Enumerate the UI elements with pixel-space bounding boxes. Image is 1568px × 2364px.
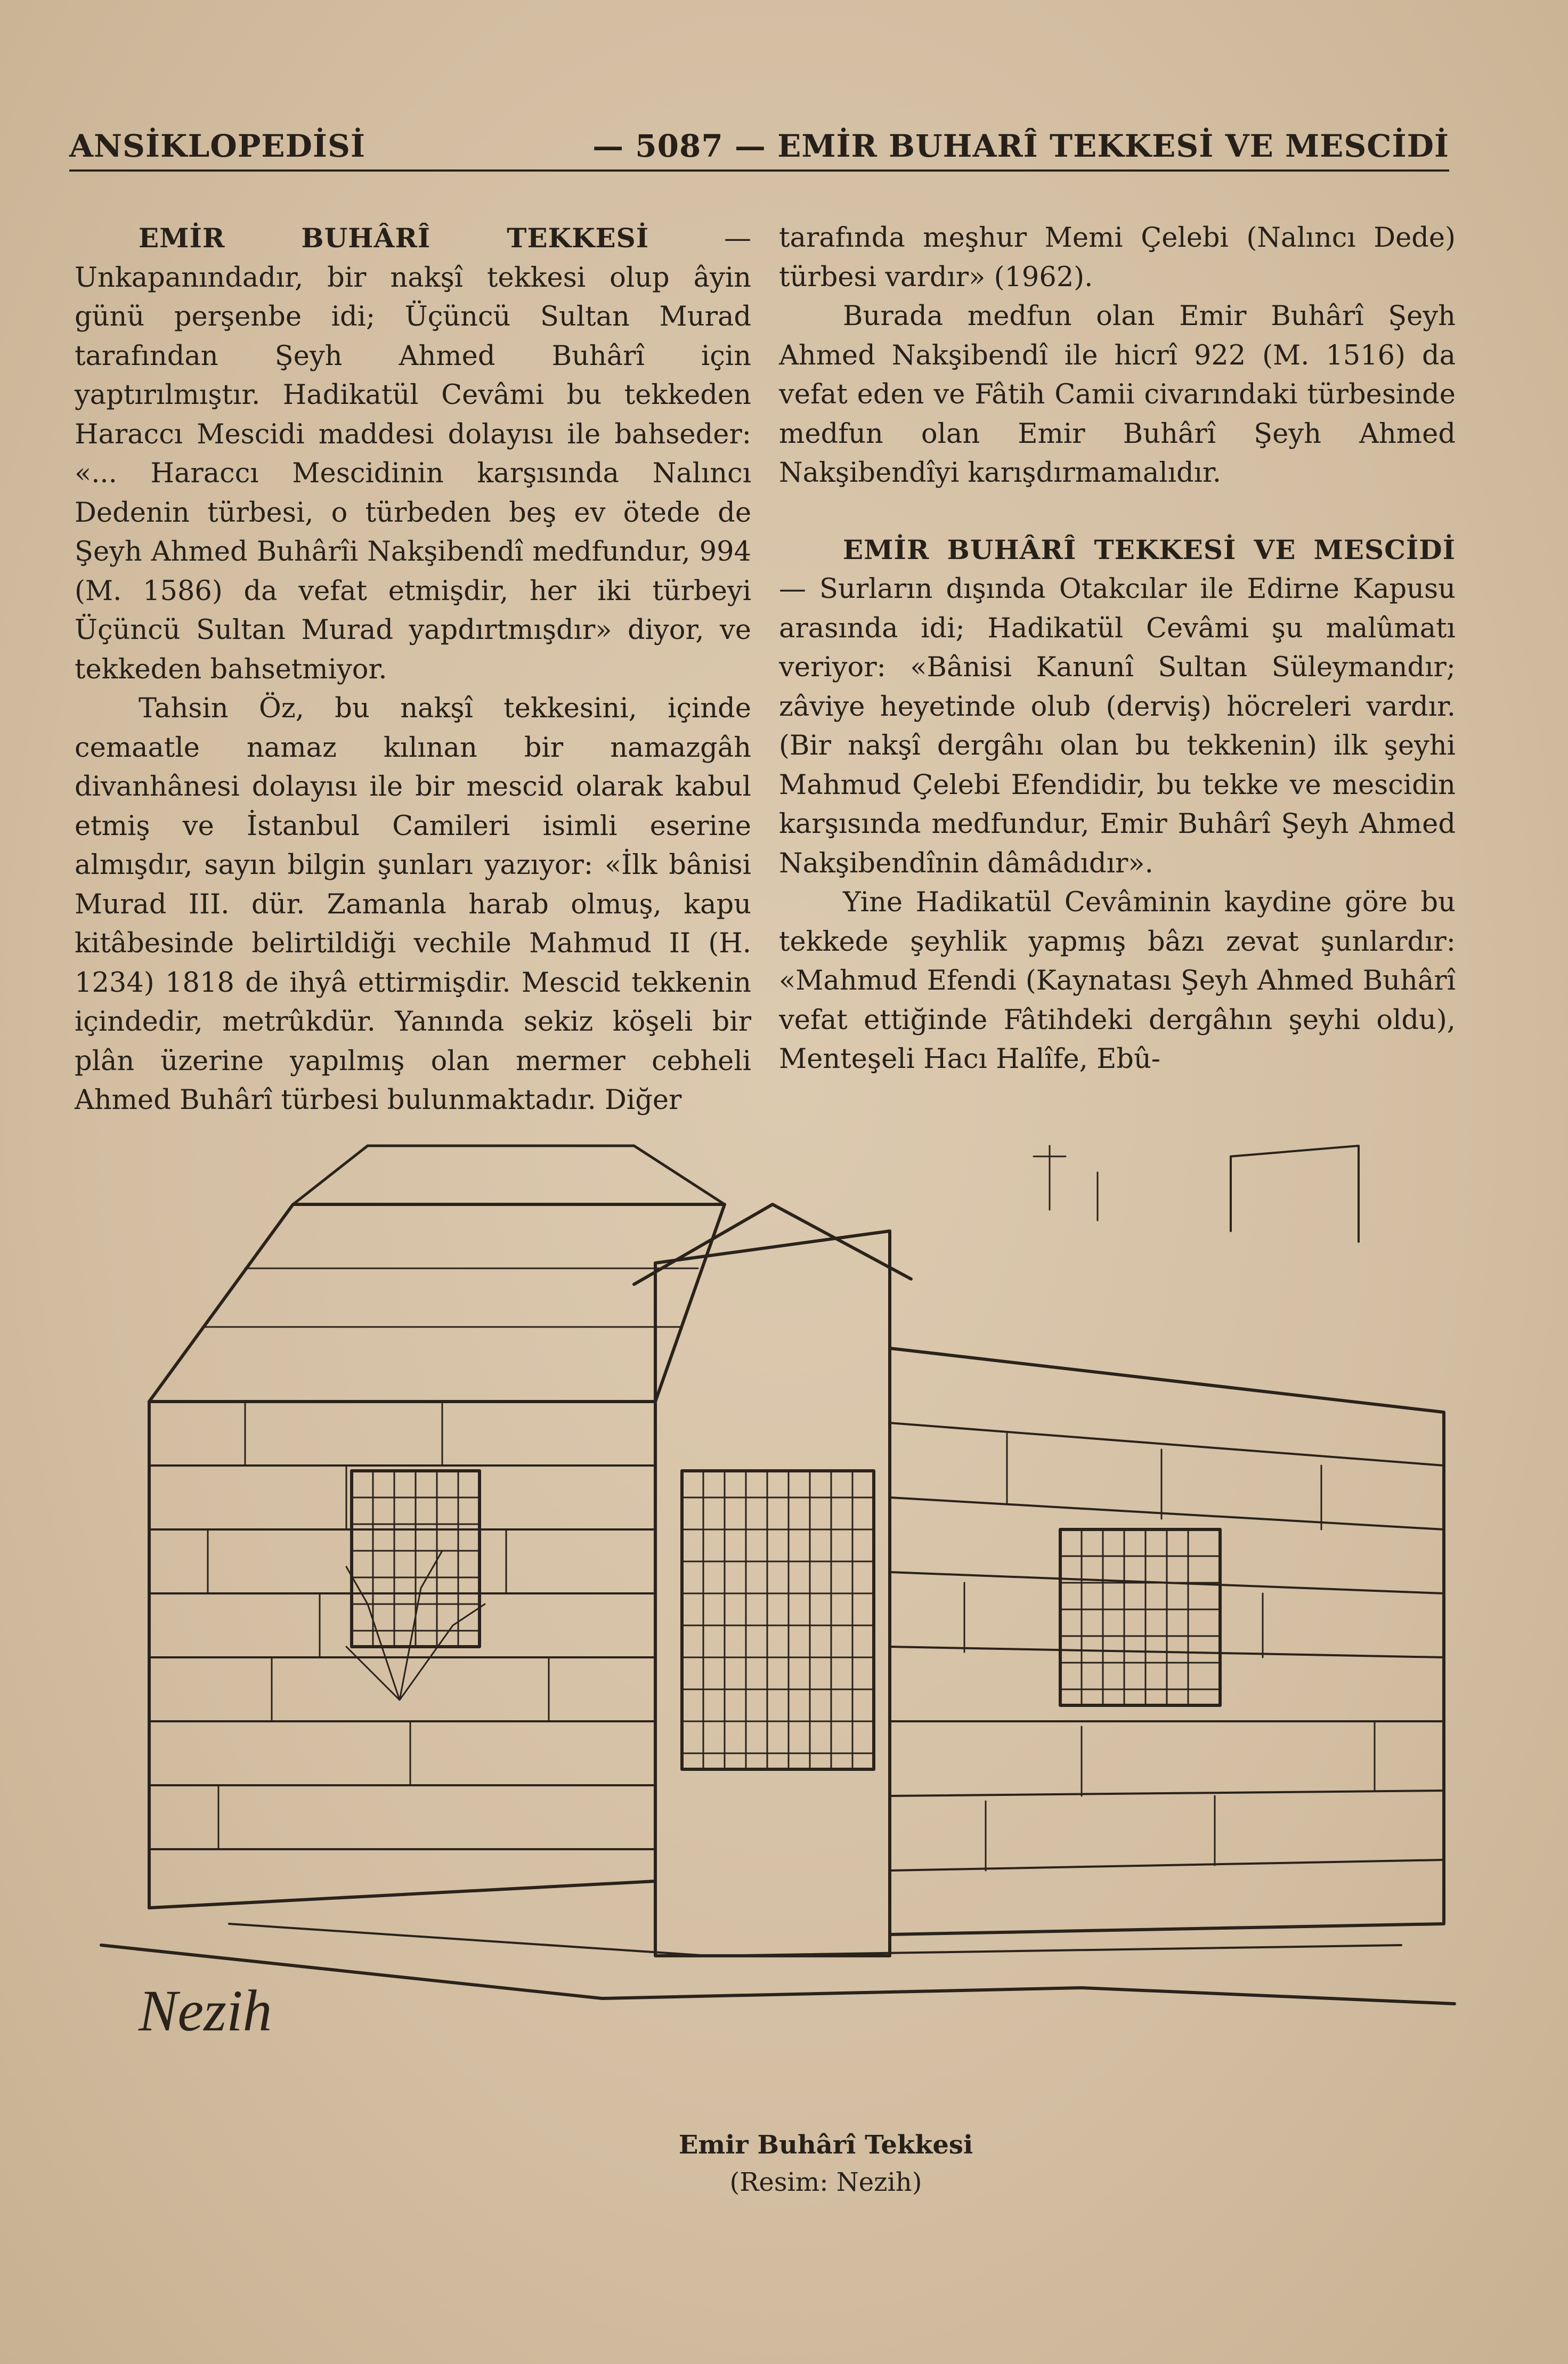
article2-text-1: — Surların dışında Otakcılar ile Edirne Kapusu arasında idi; Hadikatül Cevâmi şu malûmatı veriyor: «Bânisi Kanunî Sultan Süleymandır; zâviye heyetinde olub (derviş) höcreleri vardır. (Bir nakşî dergâhı olan bu tekkenin) ilk şeyhi Mahmud Çelebi Efendidir, bu tekke ve mescidin karşısında medfundur, Emir Buhârî Şeyh Ahmed Nakşibendînin dâmâdıdır». — [779, 573, 1456, 879]
left-wall — [149, 1402, 655, 1908]
article1-text-1: — Unkapanındadır, bir nakşî tekkesi olup âyin günü perşenbe idi; Üçüncü Sultan Murad tarafından Şeyh Ahmed Buhârî için yaptırılmıştır. Hadikatül Cevâmi bu tekkeden Haraccı Mescidi maddesi dolayısı ile bahseder: «... Haraccı Mescidinin karşısında Nalıncı Dedenin türbesi, o türbeden beş ev ötede de Şeyh Ahmed Buhârîi Nakşibendî medfundur, 994 (M. 1586) da vefat etmişdir, her iki türbeyi Üçüncü Sultan Murad yapdırtmışdır» diyor, ve tekkeden bahsetmiyor. — [75, 223, 751, 685]
article2-paragraph-1 — [779, 530, 1456, 884]
antenna — [1034, 1146, 1098, 1220]
article2-heading: EMİR BUHÂRÎ TEKKESİ VE MESCİDİ — [843, 533, 1456, 565]
running-header — [69, 123, 1449, 171]
artist-signature: Nezih — [139, 1978, 272, 2043]
article1-paragraph-4: Burada medfun olan Emir Buhârî Şeyh Ahmed Nakşibendî ile hicrî 922 (M. 1516) da vefat eden ve Fâtih Camii civarındaki türbesinde medfun olan Emir Buhârî Şeyh Ahmed Nakşibendîyi karışdırmamalıdır. — [779, 301, 1456, 489]
left-wall-courses — [149, 1466, 655, 1849]
section-gap — [779, 493, 1456, 530]
illustration-caption — [586, 2126, 1066, 2201]
roof-upper — [293, 1146, 725, 1204]
article1-heading: EMİR BUHÂRÎ TEKKESİ — [139, 222, 649, 254]
header-rule — [69, 169, 1449, 172]
article2-paragraph-2: Yine Hadikatül Cevâminin kaydine göre bu tekkede şeyhlik yapmış bâzı zevat şunlardır: «Mahmud Efendi (Kaynatası Şeyh Ahmed Buhârî vefat ettiğinde Fâtihdeki dergâhın şeyhi oldu), Menteşeli Hacı Halîfe, Ebû- — [779, 887, 1456, 1075]
article1-paragraph-1 — [75, 218, 751, 689]
gate-pediment — [634, 1204, 911, 1284]
left-column — [75, 218, 751, 1120]
right-column — [779, 218, 1456, 1079]
left-wall-joints — [208, 1402, 549, 1849]
tekke-illustration — [69, 1124, 1486, 2137]
header-encyclopedia-title: ANSİKLOPEDİSİ — [69, 128, 366, 164]
caption-credit: (Resim: Nezih) — [729, 2167, 922, 2197]
center-window — [682, 1471, 874, 1769]
article1-paragraph-2: Tahsin Öz, bu nakşî tekkesini, içinde cemaatle namaz kılınan bir namazgâh divanhânesi dolayısı ile bir mescid olarak kabul etmiş ve İstanbul Camileri isimli eserine almışdır, sayın bilgin şunları yazıyor: «İlk bânisi Murad III. dür. Zamanla harab olmuş, kapu kitâbesinde belirtildiği vechile Mahmud II (H. 1234) 1818 de ihyâ ettirmişdir. Mescid tekkenin içindedir, metrûkdür. Yanında sekiz köşeli bir plân üzerine yapılmış olan mermer cebheli Ahmed Buhârî türbesi bulunmaktadır. Diğer — [75, 693, 751, 1116]
right-window-grille — [1060, 1529, 1220, 1705]
distant-building — [1231, 1146, 1359, 1242]
caption-title: Emir Buhârî Tekkesi — [678, 2130, 973, 2160]
roof-lines — [202, 1268, 698, 1327]
roof-parapet — [149, 1204, 725, 1402]
header-page-and-entry: — 5087 — EMİR BUHARÎ TEKKESİ VE MESCİDİ — [592, 128, 1449, 164]
center-window-grille — [682, 1471, 874, 1769]
article1-paragraph-3: tarafında meşhur Memi Çelebi (Nalıncı Dede) türbesi vardır» (1962). — [779, 222, 1456, 293]
